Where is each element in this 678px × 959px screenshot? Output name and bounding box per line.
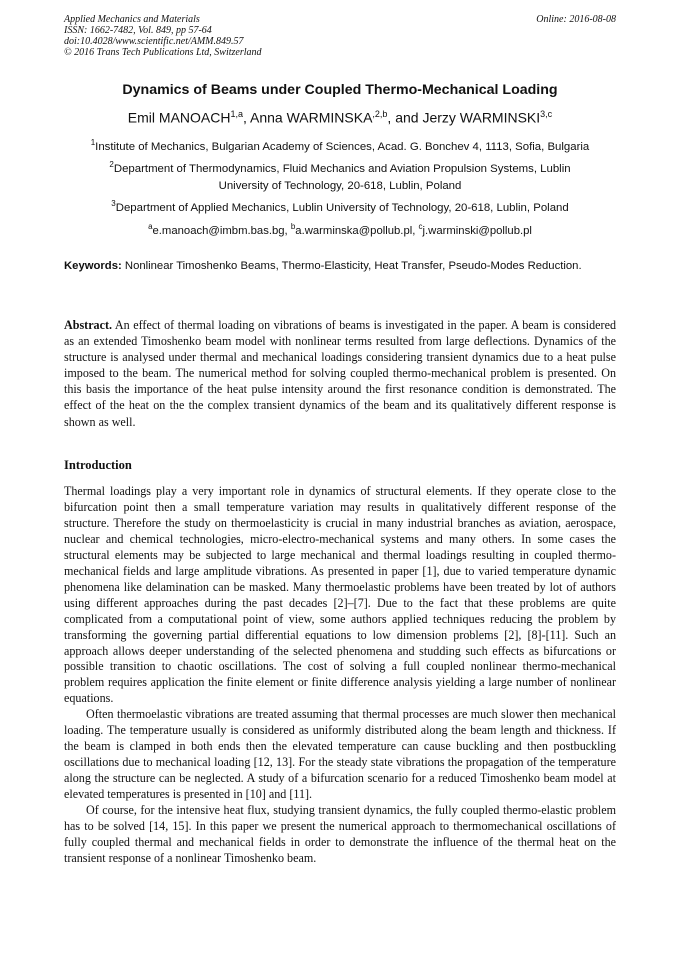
author-sup: ,2,b — [372, 109, 388, 119]
author-name: Anna WARMINSKA — [250, 109, 373, 126]
affiliation-text: Department of Thermodynamics, Fluid Mechanics and Aviation Propulsion Systems, Lublin University of Technology, 20-618, Lublin, Poland — [113, 162, 571, 192]
affiliation-3 — [64, 195, 616, 217]
abstract-label: Abstract. — [64, 318, 113, 332]
section-heading: Introduction — [64, 458, 132, 472]
online-date: Online: 2016-08-08 — [536, 14, 616, 25]
abstract — [64, 317, 616, 430]
affiliation-2 — [84, 156, 596, 195]
author-sep: , and — [387, 109, 423, 126]
doi-line: doi:10.4028/www.scientific.net/AMM.849.57 — [64, 36, 244, 47]
keywords-text: Nonlinear Timoshenko Beams, Thermo-Elasticity, Heat Transfer, Pseudo-Modes Reduction. — [121, 260, 582, 272]
issn-line: ISSN: 1662-7482, Vol. 849, pp 57-64 — [64, 25, 212, 36]
copyright-line: © 2016 Trans Tech Publications Ltd, Switzerland — [64, 47, 262, 58]
journal-header — [64, 14, 616, 58]
abstract-text: An effect of thermal loading on vibrations of beams is investigated in the paper. A beam is considered as an extended Timoshenko beam model with nonlinear terms resulted from large deflections. Dynamics of the structure is analysed under thermal and mechanical loadings considering transient dynamics due to a heat pulse imposed to the beam. The numerical method for solving coupled thermo-mechanical problem is presented. On this basis the importance of the heat pulse intensity around the first resonance condition is demonstrated. The effect of the heat on the the complex transient dynamics of the beam and its qualitatively different response is shown as well. — [64, 318, 616, 429]
affiliation-sup: 2 — [109, 160, 114, 169]
keywords — [64, 258, 616, 275]
affiliation-sup: 1 — [90, 138, 96, 147]
affiliation-1 — [64, 134, 616, 156]
keywords-label: Keywords: — [64, 260, 122, 272]
email-link[interactable]: e.manoach@imbm.bas.bg, — [152, 224, 291, 237]
affiliation-text: Institute of Mechanics, Bulgarian Academy of Sciences, Acad. G. Bonchev 4, 1113, Sofia, Bulgaria — [95, 140, 590, 153]
author-sep: , — [242, 109, 250, 126]
author-list — [64, 109, 616, 126]
email-sup: c — [418, 222, 423, 231]
author-name: Emil MANOACH — [127, 109, 231, 126]
email-link[interactable]: j.warminski@pollub.pl — [422, 224, 532, 237]
author-sup: 1,a — [230, 109, 243, 119]
affiliation-text: Department of Applied Mechanics, Lublin University of Technology, 20-618, Lublin, Poland — [115, 201, 569, 214]
author-name: Jerzy WARMINSKI — [422, 109, 541, 126]
body-paragraph: Often thermoelastic vibrations are treated assuming that thermal processes are much slower then mechanical loading. The temperature usually is considered as uniformly distributed along the beam length and thickness. If the beam is clamped in both ends then the elevated temperature can cause buckling and then postbuckling oscillations due to mechanical loading [12, 13]. For the steady state vibrations the propagation of the temperature along the structure can be neglected. A study of a bifurcation scenario for a reduced Timoshenko beam model at elevated temperatures is presented in [10] and [11]. — [64, 707, 616, 802]
body-paragraph: Thermal loadings play a very important role in dynamics of structural elements. If they operate close to the bifurcation point then a small temperature variation may results in qualitatively different response of the structure. Therefore the study on thermoelasticity is crucial in many industrial branches as aviation, aerospace, nuclear and chemical technologies, micro-electro-mechanical systems and many others. In some cases the structural elements may be subjected to large mechanical and thermal loadings resulting in coupled thermo-mechanical fields and large amplitude vibrations. As presented in paper [1], due to varied temperature dynamic phenomena like delamination can be masked. Many thermoelastic problems have been treated by lot of authors using different approaches during the past decades [2]–[7]. Due to the fact that these problems are quite complicated from a computational point of view, some authors applied techniques reducing the problem by transforming the governing partial differential equations to low dimension problems [2], [8]-[11]. Such an approach allows deeper understanding of the selected phenomena and studding such effects as bifurcations or possible transition to chaotic oscillations. The cost of solving a full coupled nonlinear thermo-mechanical problem requires application the finite element or finite difference analysis yielding a large number of nonlinear equations. — [64, 484, 616, 706]
email-sup: b — [290, 222, 296, 231]
email-link[interactable]: a.warminska@pollub.pl, — [295, 224, 419, 237]
email-list — [64, 222, 616, 237]
email-sup: a — [148, 222, 153, 231]
author-sup: 3,c — [540, 109, 553, 119]
introduction-body — [64, 484, 616, 867]
paper-title: Dynamics of Beams under Coupled Thermo-Mechanical Loading — [122, 82, 558, 98]
body-paragraph: Of course, for the intensive heat flux, studying transient dynamics, the fully coupled thermo-elastic problem has to be solved [14, 15]. In this paper we present the numerical approach to thermomechanical oscillations of fully coupled thermal and mechanical fields in order to demonstrate the influence of the thermal heat on the transient response of a nonlinear Timoshenko beam. — [64, 803, 616, 865]
affiliation-sup: 3 — [111, 199, 116, 208]
journal-name: Applied Mechanics and Materials — [64, 14, 200, 25]
